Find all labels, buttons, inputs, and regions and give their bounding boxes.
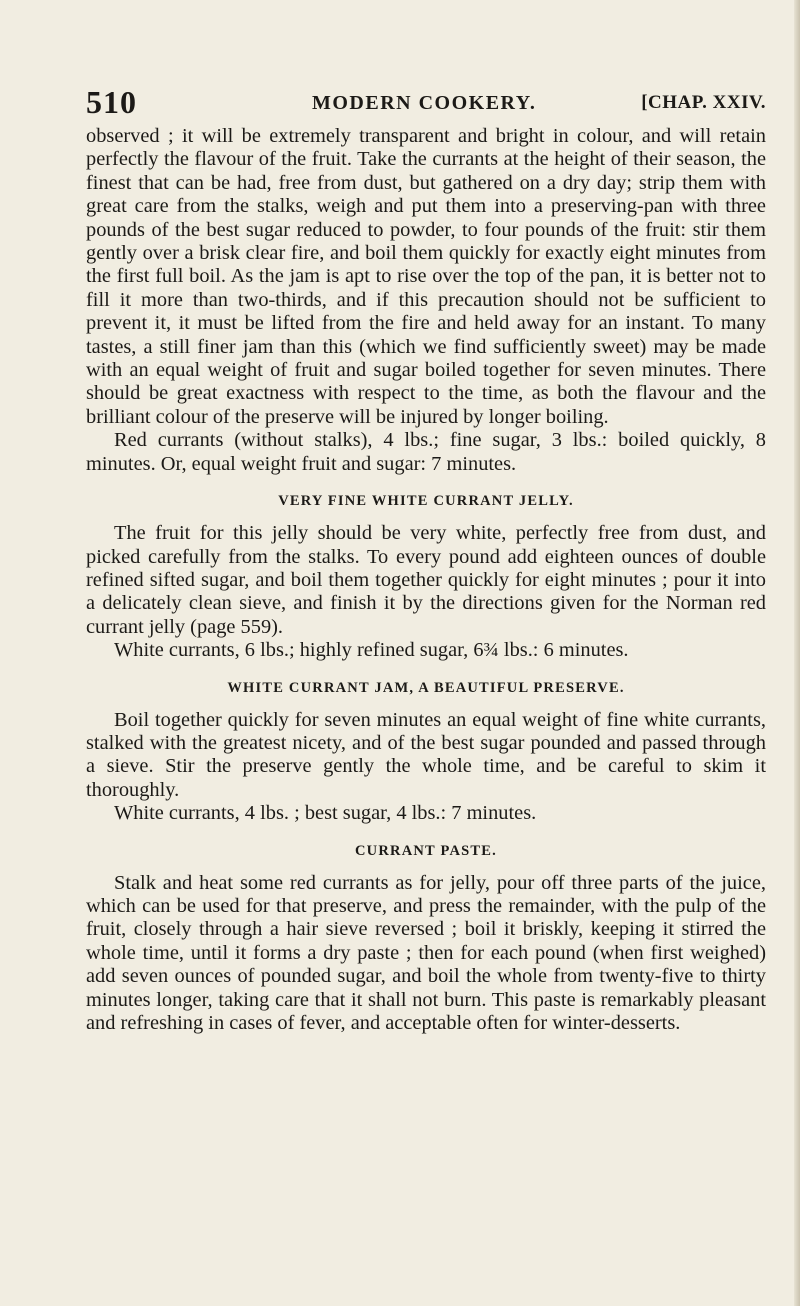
running-title: MODERN COOKERY. xyxy=(312,92,537,114)
section-summary-white-currant-jelly: White currants, 6 lbs.; highly refined sugar, 6¾ lbs.: 6 minutes. xyxy=(114,639,629,662)
page-edge xyxy=(794,0,800,1306)
section-summary-white-currant-jam: White currants, 4 lbs. ; best sugar, 4 lbs.: 7 minutes. xyxy=(114,802,537,825)
intro-summary: Red currants (without stalks), 4 lbs.; fine sugar, 3 lbs.: boiled quickly, 8 minutes. Or, equal weight fruit and sugar: 7 minutes. xyxy=(86,429,766,475)
chapter-label: [CHAP. XXIV. xyxy=(641,92,766,113)
section-paragraph-white-currant-jam: Boil together quickly for seven minutes an equal weight of fine white currants, stalked with the greatest nicety, and of the best sugar pounded and passed through a sieve. Stir the preserve gently the whole time, and be careful to skim it thoroughly. xyxy=(86,708,766,801)
section-heading-white-currant-jelly: VERY FINE WHITE CURRANT JELLY. xyxy=(278,493,574,510)
section-heading-white-currant-jam: WHITE CURRANT JAM, A BEAUTIFUL PRESERVE. xyxy=(227,679,625,696)
section-paragraph-white-currant-jelly: The fruit for this jelly should be very white, perfectly free from dust, and picked carefully from the stalks. To every pound add eighteen ounces of double refined sifted sugar, and boil them together quickly for eight minutes ; pour it into a delicately clean sieve, and finish it by the directions given for the Norman red currant jelly (page 559). xyxy=(86,522,766,638)
section-paragraph-currant-paste: Stalk and heat some red currants as for jelly, pour off three parts of the juice, which can be used for that preserve, and press the remainder, with the pulp of the fruit, closely through a hair sieve reversed ; boil it briskly, keeping it stirred the whole time, until it forms a dry paste ; then for each pound (when first weighed) add seven ounces of pounded sugar, and boil the whole from twenty-five to thirty minutes longer, taking care that it shall not burn. This paste is remarkably pleasant and refreshing in cases of fever, and acceptable often for winter-desserts. xyxy=(86,871,766,1034)
running-head xyxy=(86,70,766,120)
section-heading-currant-paste: CURRANT PASTE. xyxy=(355,842,497,859)
book-page xyxy=(86,70,766,1035)
intro-paragraph: observed ; it will be extremely transparent and bright in colour, and will retain perfectly the flavour of the fruit. Take the currants at the height of their season, the finest that can be had, free from dust, but gathered on a dry day; strip them with great care from the stalks, weigh and put them into a preserving-pan with three pounds of the best sugar reduced to powder, to four pounds of the fruit: stir them gently over a brisk clear fire, and boil them quickly for exactly eight minutes from the first full boil. As the jam is apt to rise over the top of the pan, it is better not to fill it more than two-thirds, and if this precaution should not be sufficient to prevent it, it must be lifted from the fire and held away for an instant. To many tastes, a still finer jam than this (which we find sufficiently sweet) may be made with an equal weight of fruit and sugar boiled together for seven minutes. There should be great exactness with respect to the time, as both the flavour and the brilliant colour of the preserve will be injured by longer boiling. xyxy=(86,125,766,428)
page-number: 510 xyxy=(86,84,137,120)
